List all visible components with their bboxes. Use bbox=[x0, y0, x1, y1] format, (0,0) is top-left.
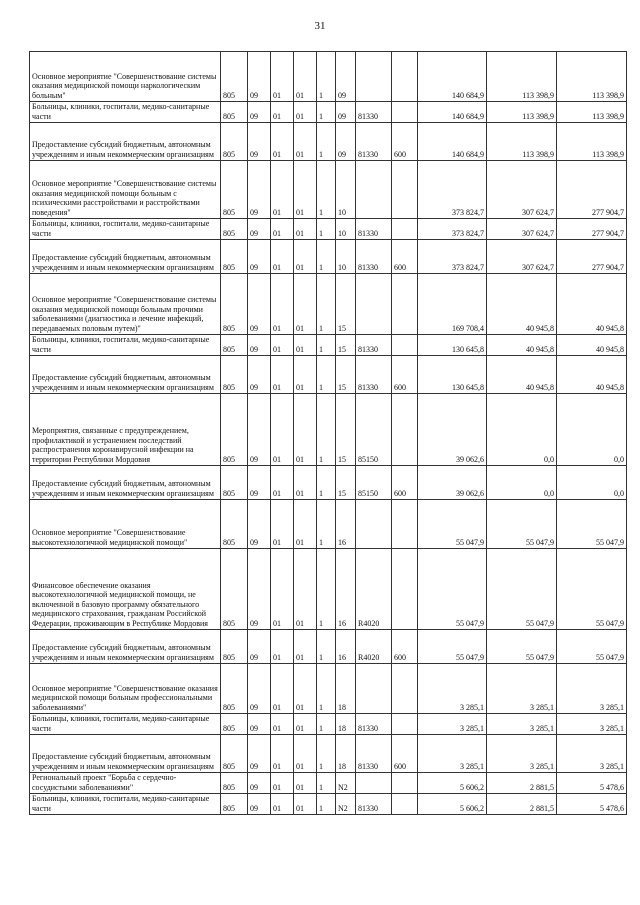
code-section: 09 bbox=[248, 714, 271, 735]
code-section: 09 bbox=[248, 161, 271, 219]
page-number: 31 bbox=[314, 20, 326, 32]
code-subprogram: 1 bbox=[317, 335, 336, 356]
code-ministry: 805 bbox=[221, 549, 248, 630]
amount-year-3: 55 047,9 bbox=[557, 630, 627, 664]
amount-year-3: 113 398,9 bbox=[557, 52, 627, 102]
code-direction: 81330 bbox=[356, 102, 392, 123]
amount-year-3: 3 285,1 bbox=[557, 735, 627, 773]
table-row bbox=[30, 161, 627, 219]
code-activity: 10 bbox=[336, 219, 356, 240]
code-activity: 15 bbox=[336, 466, 356, 500]
code-program: 01 bbox=[294, 630, 317, 664]
code-expense-type bbox=[392, 161, 418, 219]
table-row bbox=[30, 52, 627, 102]
amount-year-3: 113 398,9 bbox=[557, 123, 627, 161]
code-section: 09 bbox=[248, 219, 271, 240]
code-program: 01 bbox=[294, 219, 317, 240]
code-program: 01 bbox=[294, 356, 317, 394]
code-direction: R4020 bbox=[356, 549, 392, 630]
amount-year-1: 373 824,7 bbox=[418, 219, 487, 240]
amount-year-2: 113 398,9 bbox=[487, 102, 557, 123]
amount-year-2: 40 945,8 bbox=[487, 335, 557, 356]
code-expense-type bbox=[392, 714, 418, 735]
code-subprogram: 1 bbox=[317, 466, 336, 500]
code-subsection: 01 bbox=[271, 274, 294, 335]
code-activity: 16 bbox=[336, 500, 356, 549]
amount-year-2: 3 285,1 bbox=[487, 714, 557, 735]
amount-year-2: 55 047,9 bbox=[487, 630, 557, 664]
code-expense-type bbox=[392, 102, 418, 123]
row-name: Основное мероприятие "Совершенствование системы оказания медицинской помощи наркологическим больным" bbox=[30, 52, 221, 102]
table-row bbox=[30, 219, 627, 240]
code-direction bbox=[356, 664, 392, 714]
code-expense-type: 600 bbox=[392, 240, 418, 274]
amount-year-3: 277 904,7 bbox=[557, 219, 627, 240]
code-program: 01 bbox=[294, 714, 317, 735]
code-subsection: 01 bbox=[271, 52, 294, 102]
row-name: Предоставление субсидий бюджетным, автономным учреждениям и иным некоммерческим организациям bbox=[30, 466, 221, 500]
code-activity: 18 bbox=[336, 714, 356, 735]
row-name: Предоставление субсидий бюджетным, автономным учреждениям и иным некоммерческим организациям bbox=[30, 123, 221, 161]
table-row bbox=[30, 735, 627, 773]
row-name: Основное мероприятие "Совершенствование системы оказания медицинской помощи больным с психическими расстройствами и расстройствами поведения" bbox=[30, 161, 221, 219]
code-subsection: 01 bbox=[271, 735, 294, 773]
code-subsection: 01 bbox=[271, 240, 294, 274]
code-expense-type: 600 bbox=[392, 735, 418, 773]
code-ministry: 805 bbox=[221, 335, 248, 356]
amount-year-1: 55 047,9 bbox=[418, 630, 487, 664]
code-section: 09 bbox=[248, 356, 271, 394]
code-subsection: 01 bbox=[271, 102, 294, 123]
code-subsection: 01 bbox=[271, 335, 294, 356]
code-section: 09 bbox=[248, 335, 271, 356]
code-section: 09 bbox=[248, 240, 271, 274]
amount-year-3: 277 904,7 bbox=[557, 240, 627, 274]
code-section: 09 bbox=[248, 735, 271, 773]
code-subsection: 01 bbox=[271, 630, 294, 664]
amount-year-1: 130 645,8 bbox=[418, 356, 487, 394]
code-direction: 81330 bbox=[356, 240, 392, 274]
row-name: Предоставление субсидий бюджетным, автономным учреждениям и иным некоммерческим организациям bbox=[30, 240, 221, 274]
row-name: Больницы, клиники, госпитали, медико-санитарные части bbox=[30, 714, 221, 735]
code-ministry: 805 bbox=[221, 630, 248, 664]
amount-year-2: 307 624,7 bbox=[487, 240, 557, 274]
amount-year-1: 55 047,9 bbox=[418, 500, 487, 549]
amount-year-3: 3 285,1 bbox=[557, 664, 627, 714]
code-subprogram: 1 bbox=[317, 794, 336, 815]
code-direction bbox=[356, 161, 392, 219]
row-name: Предоставление субсидий бюджетным, автономным учреждениям и иным некоммерческим организациям bbox=[30, 630, 221, 664]
code-expense-type bbox=[392, 52, 418, 102]
table-row bbox=[30, 500, 627, 549]
code-subsection: 01 bbox=[271, 466, 294, 500]
code-activity: 15 bbox=[336, 335, 356, 356]
code-program: 01 bbox=[294, 735, 317, 773]
code-direction bbox=[356, 773, 392, 794]
code-direction: R4020 bbox=[356, 630, 392, 664]
amount-year-3: 277 904,7 bbox=[557, 161, 627, 219]
code-subsection: 01 bbox=[271, 219, 294, 240]
code-subsection: 01 bbox=[271, 549, 294, 630]
code-ministry: 805 bbox=[221, 714, 248, 735]
amount-year-1: 39 062,6 bbox=[418, 394, 487, 466]
amount-year-3: 3 285,1 bbox=[557, 714, 627, 735]
code-direction: 85150 bbox=[356, 394, 392, 466]
amount-year-2: 307 624,7 bbox=[487, 161, 557, 219]
amount-year-1: 3 285,1 bbox=[418, 714, 487, 735]
code-ministry: 805 bbox=[221, 219, 248, 240]
amount-year-2: 307 624,7 bbox=[487, 219, 557, 240]
code-program: 01 bbox=[294, 664, 317, 714]
amount-year-3: 40 945,8 bbox=[557, 356, 627, 394]
amount-year-2: 2 881,5 bbox=[487, 794, 557, 815]
code-program: 01 bbox=[294, 466, 317, 500]
table-row bbox=[30, 714, 627, 735]
code-activity: 09 bbox=[336, 52, 356, 102]
table-row bbox=[30, 664, 627, 714]
code-direction: 81330 bbox=[356, 735, 392, 773]
amount-year-2: 113 398,9 bbox=[487, 123, 557, 161]
amount-year-1: 373 824,7 bbox=[418, 161, 487, 219]
code-expense-type: 600 bbox=[392, 356, 418, 394]
amount-year-3: 5 478,6 bbox=[557, 773, 627, 794]
code-expense-type: 600 bbox=[392, 630, 418, 664]
code-subprogram: 1 bbox=[317, 102, 336, 123]
code-section: 09 bbox=[248, 630, 271, 664]
code-subprogram: 1 bbox=[317, 714, 336, 735]
code-section: 09 bbox=[248, 549, 271, 630]
table-row bbox=[30, 274, 627, 335]
amount-year-1: 55 047,9 bbox=[418, 549, 487, 630]
amount-year-2: 0,0 bbox=[487, 394, 557, 466]
code-activity: 18 bbox=[336, 735, 356, 773]
code-ministry: 805 bbox=[221, 466, 248, 500]
code-activity: 09 bbox=[336, 102, 356, 123]
code-expense-type bbox=[392, 549, 418, 630]
code-subprogram: 1 bbox=[317, 664, 336, 714]
code-direction bbox=[356, 500, 392, 549]
row-name: Мероприятия, связанные с предупреждением, профилактикой и устранением последствий распространения коронавирусной инфекции на территории Республики Мордовия bbox=[30, 394, 221, 466]
code-subprogram: 1 bbox=[317, 274, 336, 335]
code-program: 01 bbox=[294, 773, 317, 794]
code-section: 09 bbox=[248, 664, 271, 714]
code-subprogram: 1 bbox=[317, 735, 336, 773]
code-ministry: 805 bbox=[221, 664, 248, 714]
code-section: 09 bbox=[248, 52, 271, 102]
table-row bbox=[30, 240, 627, 274]
code-subsection: 01 bbox=[271, 794, 294, 815]
code-activity: N2 bbox=[336, 773, 356, 794]
row-name: Основное мероприятие "Совершенствование оказания медицинской помощи больным профессиональными заболеваниями" bbox=[30, 664, 221, 714]
code-subsection: 01 bbox=[271, 500, 294, 549]
code-activity: 16 bbox=[336, 630, 356, 664]
row-name: Больницы, клиники, госпитали, медико-санитарные части bbox=[30, 335, 221, 356]
code-activity: 15 bbox=[336, 356, 356, 394]
code-direction: 81330 bbox=[356, 335, 392, 356]
code-section: 09 bbox=[248, 794, 271, 815]
code-program: 01 bbox=[294, 123, 317, 161]
row-name: Основное мероприятие "Совершенствование высокотехнологичной медицинской помощи" bbox=[30, 500, 221, 549]
code-section: 09 bbox=[248, 773, 271, 794]
amount-year-1: 3 285,1 bbox=[418, 664, 487, 714]
row-name: Больницы, клиники, госпитали, медико-санитарные части bbox=[30, 102, 221, 123]
code-subsection: 01 bbox=[271, 356, 294, 394]
row-name: Основное мероприятие "Совершенствование системы оказания медицинской помощи больным прочими заболеваниями (диагностика и лечение инфекций, передаваемых половым путем)" bbox=[30, 274, 221, 335]
amount-year-1: 140 684,9 bbox=[418, 123, 487, 161]
code-ministry: 805 bbox=[221, 773, 248, 794]
code-subsection: 01 bbox=[271, 773, 294, 794]
code-subsection: 01 bbox=[271, 123, 294, 161]
code-program: 01 bbox=[294, 549, 317, 630]
code-direction bbox=[356, 274, 392, 335]
code-activity: 15 bbox=[336, 394, 356, 466]
code-program: 01 bbox=[294, 102, 317, 123]
code-direction: 81330 bbox=[356, 123, 392, 161]
code-expense-type bbox=[392, 335, 418, 356]
code-ministry: 805 bbox=[221, 240, 248, 274]
code-subsection: 01 bbox=[271, 664, 294, 714]
code-subprogram: 1 bbox=[317, 161, 336, 219]
amount-year-1: 5 606,2 bbox=[418, 794, 487, 815]
code-ministry: 805 bbox=[221, 52, 248, 102]
code-program: 01 bbox=[294, 394, 317, 466]
amount-year-3: 5 478,6 bbox=[557, 794, 627, 815]
amount-year-3: 40 945,8 bbox=[557, 274, 627, 335]
code-subprogram: 1 bbox=[317, 630, 336, 664]
code-direction: 81330 bbox=[356, 714, 392, 735]
amount-year-3: 55 047,9 bbox=[557, 549, 627, 630]
table-row bbox=[30, 466, 627, 500]
table-row bbox=[30, 394, 627, 466]
code-subsection: 01 bbox=[271, 394, 294, 466]
code-subprogram: 1 bbox=[317, 356, 336, 394]
code-section: 09 bbox=[248, 466, 271, 500]
amount-year-1: 130 645,8 bbox=[418, 335, 487, 356]
row-name: Региональный проект "Борьба с сердечно-сосудистыми заболеваниями" bbox=[30, 773, 221, 794]
code-ministry: 805 bbox=[221, 394, 248, 466]
code-subprogram: 1 bbox=[317, 773, 336, 794]
code-expense-type bbox=[392, 773, 418, 794]
amount-year-1: 373 824,7 bbox=[418, 240, 487, 274]
code-section: 09 bbox=[248, 394, 271, 466]
code-program: 01 bbox=[294, 161, 317, 219]
amount-year-2: 40 945,8 bbox=[487, 274, 557, 335]
code-ministry: 805 bbox=[221, 123, 248, 161]
amount-year-2: 113 398,9 bbox=[487, 52, 557, 102]
code-expense-type bbox=[392, 274, 418, 335]
table-row bbox=[30, 549, 627, 630]
code-expense-type bbox=[392, 219, 418, 240]
code-section: 09 bbox=[248, 123, 271, 161]
amount-year-2: 3 285,1 bbox=[487, 735, 557, 773]
code-ministry: 805 bbox=[221, 356, 248, 394]
table-row bbox=[30, 102, 627, 123]
code-subprogram: 1 bbox=[317, 52, 336, 102]
amount-year-1: 140 684,9 bbox=[418, 102, 487, 123]
code-ministry: 805 bbox=[221, 794, 248, 815]
row-name: Предоставление субсидий бюджетным, автономным учреждениям и иным некоммерческим организациям bbox=[30, 735, 221, 773]
row-name: Больницы, клиники, госпитали, медико-санитарные части bbox=[30, 219, 221, 240]
amount-year-1: 39 062,6 bbox=[418, 466, 487, 500]
code-program: 01 bbox=[294, 274, 317, 335]
table-row bbox=[30, 123, 627, 161]
code-section: 09 bbox=[248, 500, 271, 549]
code-ministry: 805 bbox=[221, 161, 248, 219]
code-expense-type: 600 bbox=[392, 123, 418, 161]
code-subsection: 01 bbox=[271, 161, 294, 219]
amount-year-1: 140 684,9 bbox=[418, 52, 487, 102]
code-program: 01 bbox=[294, 240, 317, 274]
code-program: 01 bbox=[294, 794, 317, 815]
code-direction: 81330 bbox=[356, 219, 392, 240]
code-subsection: 01 bbox=[271, 714, 294, 735]
budget-table bbox=[29, 51, 627, 815]
code-expense-type bbox=[392, 500, 418, 549]
code-section: 09 bbox=[248, 274, 271, 335]
table-body bbox=[30, 52, 627, 815]
row-name: Предоставление субсидий бюджетным, автономным учреждениям и иным некоммерческим организациям bbox=[30, 356, 221, 394]
code-subprogram: 1 bbox=[317, 123, 336, 161]
code-direction bbox=[356, 52, 392, 102]
amount-year-2: 55 047,9 bbox=[487, 549, 557, 630]
table-row bbox=[30, 630, 627, 664]
code-expense-type bbox=[392, 794, 418, 815]
code-section: 09 bbox=[248, 102, 271, 123]
code-direction: 85150 bbox=[356, 466, 392, 500]
code-expense-type: 600 bbox=[392, 466, 418, 500]
row-name: Больницы, клиники, госпитали, медико-санитарные части bbox=[30, 794, 221, 815]
amount-year-2: 40 945,8 bbox=[487, 356, 557, 394]
amount-year-1: 3 285,1 bbox=[418, 735, 487, 773]
amount-year-2: 55 047,9 bbox=[487, 500, 557, 549]
code-subprogram: 1 bbox=[317, 240, 336, 274]
code-direction: 81330 bbox=[356, 356, 392, 394]
code-subprogram: 1 bbox=[317, 500, 336, 549]
amount-year-3: 0,0 bbox=[557, 466, 627, 500]
code-activity: 16 bbox=[336, 549, 356, 630]
code-ministry: 805 bbox=[221, 274, 248, 335]
code-subprogram: 1 bbox=[317, 219, 336, 240]
code-expense-type bbox=[392, 664, 418, 714]
table-row bbox=[30, 773, 627, 794]
row-name: Финансовое обеспечение оказания высокотехнологичной медицинской помощи, не включенной в базовую программу обязательного медицинского страхования, гражданам Российской Федерации, проживающим в Республике Мордовия bbox=[30, 549, 221, 630]
amount-year-2: 0,0 bbox=[487, 466, 557, 500]
code-program: 01 bbox=[294, 500, 317, 549]
amount-year-1: 169 708,4 bbox=[418, 274, 487, 335]
amount-year-3: 55 047,9 bbox=[557, 500, 627, 549]
amount-year-2: 2 881,5 bbox=[487, 773, 557, 794]
code-ministry: 805 bbox=[221, 102, 248, 123]
code-activity: N2 bbox=[336, 794, 356, 815]
code-activity: 10 bbox=[336, 161, 356, 219]
code-expense-type bbox=[392, 394, 418, 466]
code-activity: 18 bbox=[336, 664, 356, 714]
table-row bbox=[30, 335, 627, 356]
code-activity: 10 bbox=[336, 240, 356, 274]
amount-year-2: 3 285,1 bbox=[487, 664, 557, 714]
amount-year-3: 40 945,8 bbox=[557, 335, 627, 356]
amount-year-1: 5 606,2 bbox=[418, 773, 487, 794]
code-program: 01 bbox=[294, 52, 317, 102]
table-row bbox=[30, 356, 627, 394]
code-direction: 81330 bbox=[356, 794, 392, 815]
code-subprogram: 1 bbox=[317, 394, 336, 466]
amount-year-3: 113 398,9 bbox=[557, 102, 627, 123]
table-row bbox=[30, 794, 627, 815]
code-activity: 09 bbox=[336, 123, 356, 161]
code-activity: 15 bbox=[336, 274, 356, 335]
amount-year-3: 0,0 bbox=[557, 394, 627, 466]
code-subprogram: 1 bbox=[317, 549, 336, 630]
code-program: 01 bbox=[294, 335, 317, 356]
code-ministry: 805 bbox=[221, 735, 248, 773]
code-ministry: 805 bbox=[221, 500, 248, 549]
